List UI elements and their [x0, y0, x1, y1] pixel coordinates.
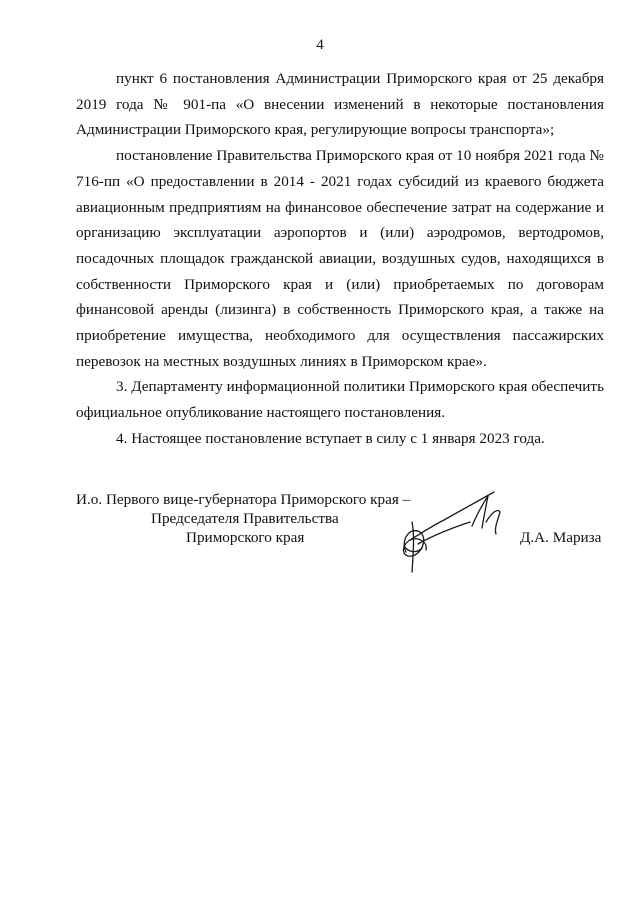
- signatory-name: Д.А. Мариза: [520, 529, 602, 546]
- paragraph-item-6: пункт 6 постановления Администрации Приморского края от 25 декабря 2019 года № 901-па «О внесении изменений в некоторые постановления Администрации Приморского края, регулирующие вопросы транспорта»;: [76, 70, 604, 139]
- signatory-title-line-3: Приморского края: [186, 529, 305, 546]
- signatory-title-line-1: И.о. Первого вице-губернатора Приморского края –: [76, 491, 411, 508]
- signatory-title-line-2: Председателя Правительства: [151, 510, 339, 527]
- paragraph-decree-716: постановление Правительства Приморского края от 10 ноября 2021 года № 716-пп «О предоставлении в 2014 - 2021 годах субсидий из краевого бюджета авиационным предприятиям на финансовое обеспечение затрат на содержание и организацию эксплуатации аэропортов и (или) аэродромов, вертодромов, посадочных площадок гражданской авиации, воздушных судов, находящихся в собственности Приморского края и (или) приобретаемых по договорам финансовой аренды (лизинга) в собственность Приморского края, а также на приобретение имущества, необходимого для осуществления пассажирских перевозок на местных воздушных линиях в Приморском крае».: [76, 147, 604, 370]
- paragraph-item-4: 4. Настоящее постановление вступает в силу с 1 января 2023 года.: [116, 429, 545, 447]
- paragraph-item-3: 3. Департаменту информационной политики Приморского края обеспечить официальное опубликование настоящего постановления.: [76, 378, 604, 422]
- page-number: 4: [316, 37, 324, 53]
- signature-block: [0, 486, 640, 606]
- handwritten-signature: [392, 482, 518, 582]
- document-body: [76, 66, 604, 452]
